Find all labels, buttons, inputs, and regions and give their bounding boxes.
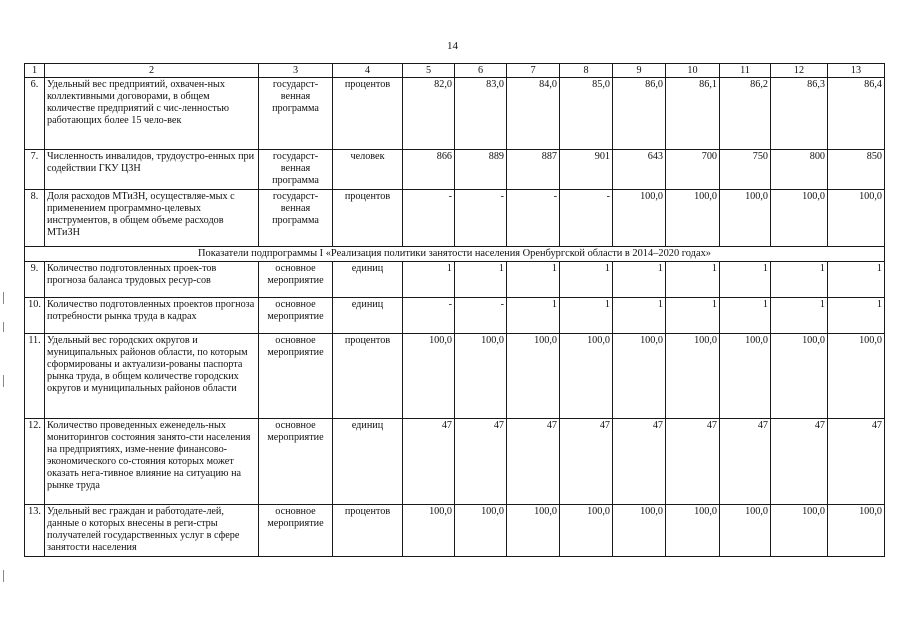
year-value: 47 xyxy=(720,419,771,505)
row-number: 13. xyxy=(25,505,45,557)
year-value: 47 xyxy=(666,419,720,505)
row-number: 10. xyxy=(25,298,45,334)
table-row xyxy=(25,505,885,557)
year-value: 47 xyxy=(507,419,560,505)
year-value: 86,4 xyxy=(828,78,885,150)
column-number: 8 xyxy=(560,64,613,78)
unit-of-measure: процентов xyxy=(333,334,403,419)
year-value: 1 xyxy=(666,262,720,298)
year-value: 100,0 xyxy=(507,334,560,419)
unit-of-measure: процентов xyxy=(333,78,403,150)
table-row xyxy=(25,298,885,334)
row-number: 12. xyxy=(25,419,45,505)
year-value: 850 xyxy=(828,150,885,190)
indicator-type: государст-венная программа xyxy=(259,190,333,247)
column-number: 10 xyxy=(666,64,720,78)
year-value: - xyxy=(507,190,560,247)
row-number: 7. xyxy=(25,150,45,190)
indicator-name: Количество проведенных еженедель-ных мониторингов состояния занято-сти населения на предприятиях, изме-нение финансово-экономического со-стояния которых может оказать нега-тивное влияние на ситуацию на рынке труда xyxy=(45,419,259,505)
column-number: 1 xyxy=(25,64,45,78)
year-value: 86,0 xyxy=(613,78,666,150)
column-number: 9 xyxy=(613,64,666,78)
year-value: 47 xyxy=(403,419,455,505)
year-value: 100,0 xyxy=(666,334,720,419)
table-row xyxy=(25,419,885,505)
year-value: 1 xyxy=(613,262,666,298)
column-number: 7 xyxy=(507,64,560,78)
year-value: 643 xyxy=(613,150,666,190)
year-value: 47 xyxy=(771,419,828,505)
year-value: - xyxy=(455,298,507,334)
page-number: 14 xyxy=(447,40,458,52)
unit-of-measure: единиц xyxy=(333,262,403,298)
year-value: 100,0 xyxy=(613,505,666,557)
year-value: 100,0 xyxy=(771,505,828,557)
year-value: 1 xyxy=(455,262,507,298)
year-value: - xyxy=(403,298,455,334)
year-value: 100,0 xyxy=(613,334,666,419)
column-number: 5 xyxy=(403,64,455,78)
table-row xyxy=(25,262,885,298)
indicator-type: основное мероприятие xyxy=(259,419,333,505)
row-number: 6. xyxy=(25,78,45,150)
column-number: 2 xyxy=(45,64,259,78)
column-number: 12 xyxy=(771,64,828,78)
year-value: 83,0 xyxy=(455,78,507,150)
year-value: 100,0 xyxy=(828,505,885,557)
year-value: 750 xyxy=(720,150,771,190)
indicator-type: основное мероприятие xyxy=(259,262,333,298)
year-value: 100,0 xyxy=(455,505,507,557)
unit-of-measure: единиц xyxy=(333,298,403,334)
year-value: 1 xyxy=(828,262,885,298)
indicator-type: основное мероприятие xyxy=(259,505,333,557)
year-value: 100,0 xyxy=(771,190,828,247)
year-value: 86,3 xyxy=(771,78,828,150)
year-value: 100,0 xyxy=(403,505,455,557)
year-value: 100,0 xyxy=(403,334,455,419)
year-value: 1 xyxy=(666,298,720,334)
indicator-name: Количество подготовленных проек-тов прогноза баланса трудовых ресур-сов xyxy=(45,262,259,298)
year-value: 82,0 xyxy=(403,78,455,150)
year-value: 1 xyxy=(560,298,613,334)
year-value: 100,0 xyxy=(771,334,828,419)
subprogram-title: Показатели подпрограммы I «Реализация политики занятости населения Оренбургской области в 2014–2020 годах» xyxy=(25,247,885,262)
indicator-name: Удельный вес городских округов и муниципальных районов области, по которым сформированы и актуализи-рованы паспорта рынка труда, в общем количестве городских округов и муниципальных районов области xyxy=(45,334,259,419)
year-value: 86,2 xyxy=(720,78,771,150)
column-number: 13 xyxy=(828,64,885,78)
year-value: 100,0 xyxy=(720,190,771,247)
year-value: 47 xyxy=(560,419,613,505)
year-value: 100,0 xyxy=(560,505,613,557)
year-value: 1 xyxy=(613,298,666,334)
year-value: 1 xyxy=(403,262,455,298)
row-number: 8. xyxy=(25,190,45,247)
year-value: 100,0 xyxy=(720,334,771,419)
margin-mark xyxy=(3,570,4,582)
indicator-name: Доля расходов МТиЗН, осуществляе-мых с применением программно-целевых инструментов, в общем объеме расходов МТиЗН xyxy=(45,190,259,247)
year-value: 100,0 xyxy=(720,505,771,557)
year-value: 100,0 xyxy=(507,505,560,557)
year-value: 1 xyxy=(507,298,560,334)
column-number: 6 xyxy=(455,64,507,78)
column-number: 4 xyxy=(333,64,403,78)
margin-mark xyxy=(3,375,4,387)
year-value: 47 xyxy=(828,419,885,505)
column-number-row xyxy=(25,64,885,78)
year-value: 1 xyxy=(828,298,885,334)
year-value: 866 xyxy=(403,150,455,190)
indicator-name: Количество подготовленных проектов прогноза потребности рынка труда в кадрах xyxy=(45,298,259,334)
year-value: 84,0 xyxy=(507,78,560,150)
year-value: 887 xyxy=(507,150,560,190)
indicator-name: Удельный вес предприятий, охвачен-ных коллективными договорами, в общем количестве предприятий с чис-ленностью работающих более 15 чело-век xyxy=(45,78,259,150)
year-value: 100,0 xyxy=(666,505,720,557)
indicator-name: Численность инвалидов, трудоустро-енных при содействии ГКУ ЦЗН xyxy=(45,150,259,190)
column-number: 3 xyxy=(259,64,333,78)
year-value: 85,0 xyxy=(560,78,613,150)
year-value: 1 xyxy=(720,298,771,334)
year-value: 889 xyxy=(455,150,507,190)
indicator-type: основное мероприятие xyxy=(259,334,333,419)
row-number: 11. xyxy=(25,334,45,419)
year-value: 47 xyxy=(455,419,507,505)
unit-of-measure: человек xyxy=(333,150,403,190)
year-value: 1 xyxy=(507,262,560,298)
table-row xyxy=(25,190,885,247)
table-row xyxy=(25,150,885,190)
year-value: 100,0 xyxy=(455,334,507,419)
year-value: - xyxy=(455,190,507,247)
table-row xyxy=(25,78,885,150)
year-value: 100,0 xyxy=(828,334,885,419)
year-value: 800 xyxy=(771,150,828,190)
year-value: - xyxy=(560,190,613,247)
year-value: 86,1 xyxy=(666,78,720,150)
year-value: 100,0 xyxy=(666,190,720,247)
indicator-type: основное мероприятие xyxy=(259,298,333,334)
year-value: 100,0 xyxy=(613,190,666,247)
unit-of-measure: процентов xyxy=(333,190,403,247)
year-value: 1 xyxy=(771,262,828,298)
unit-of-measure: единиц xyxy=(333,419,403,505)
indicators-table xyxy=(24,63,885,557)
column-number: 11 xyxy=(720,64,771,78)
year-value: 700 xyxy=(666,150,720,190)
year-value: 47 xyxy=(613,419,666,505)
unit-of-measure: процентов xyxy=(333,505,403,557)
margin-mark xyxy=(3,322,4,332)
indicator-type: государст-венная программа xyxy=(259,78,333,150)
year-value: 1 xyxy=(560,262,613,298)
margin-mark xyxy=(3,292,4,304)
year-value: 100,0 xyxy=(828,190,885,247)
year-value: - xyxy=(403,190,455,247)
year-value: 100,0 xyxy=(560,334,613,419)
year-value: 1 xyxy=(771,298,828,334)
table-row xyxy=(25,334,885,419)
indicator-name: Удельный вес граждан и работодате-лей, данные о которых внесены в реги-стры получателей государственных услуг в сфере занятости населения xyxy=(45,505,259,557)
year-value: 901 xyxy=(560,150,613,190)
row-number: 9. xyxy=(25,262,45,298)
section-header-row xyxy=(25,247,885,262)
year-value: 1 xyxy=(720,262,771,298)
indicator-type: государст-венная программа xyxy=(259,150,333,190)
